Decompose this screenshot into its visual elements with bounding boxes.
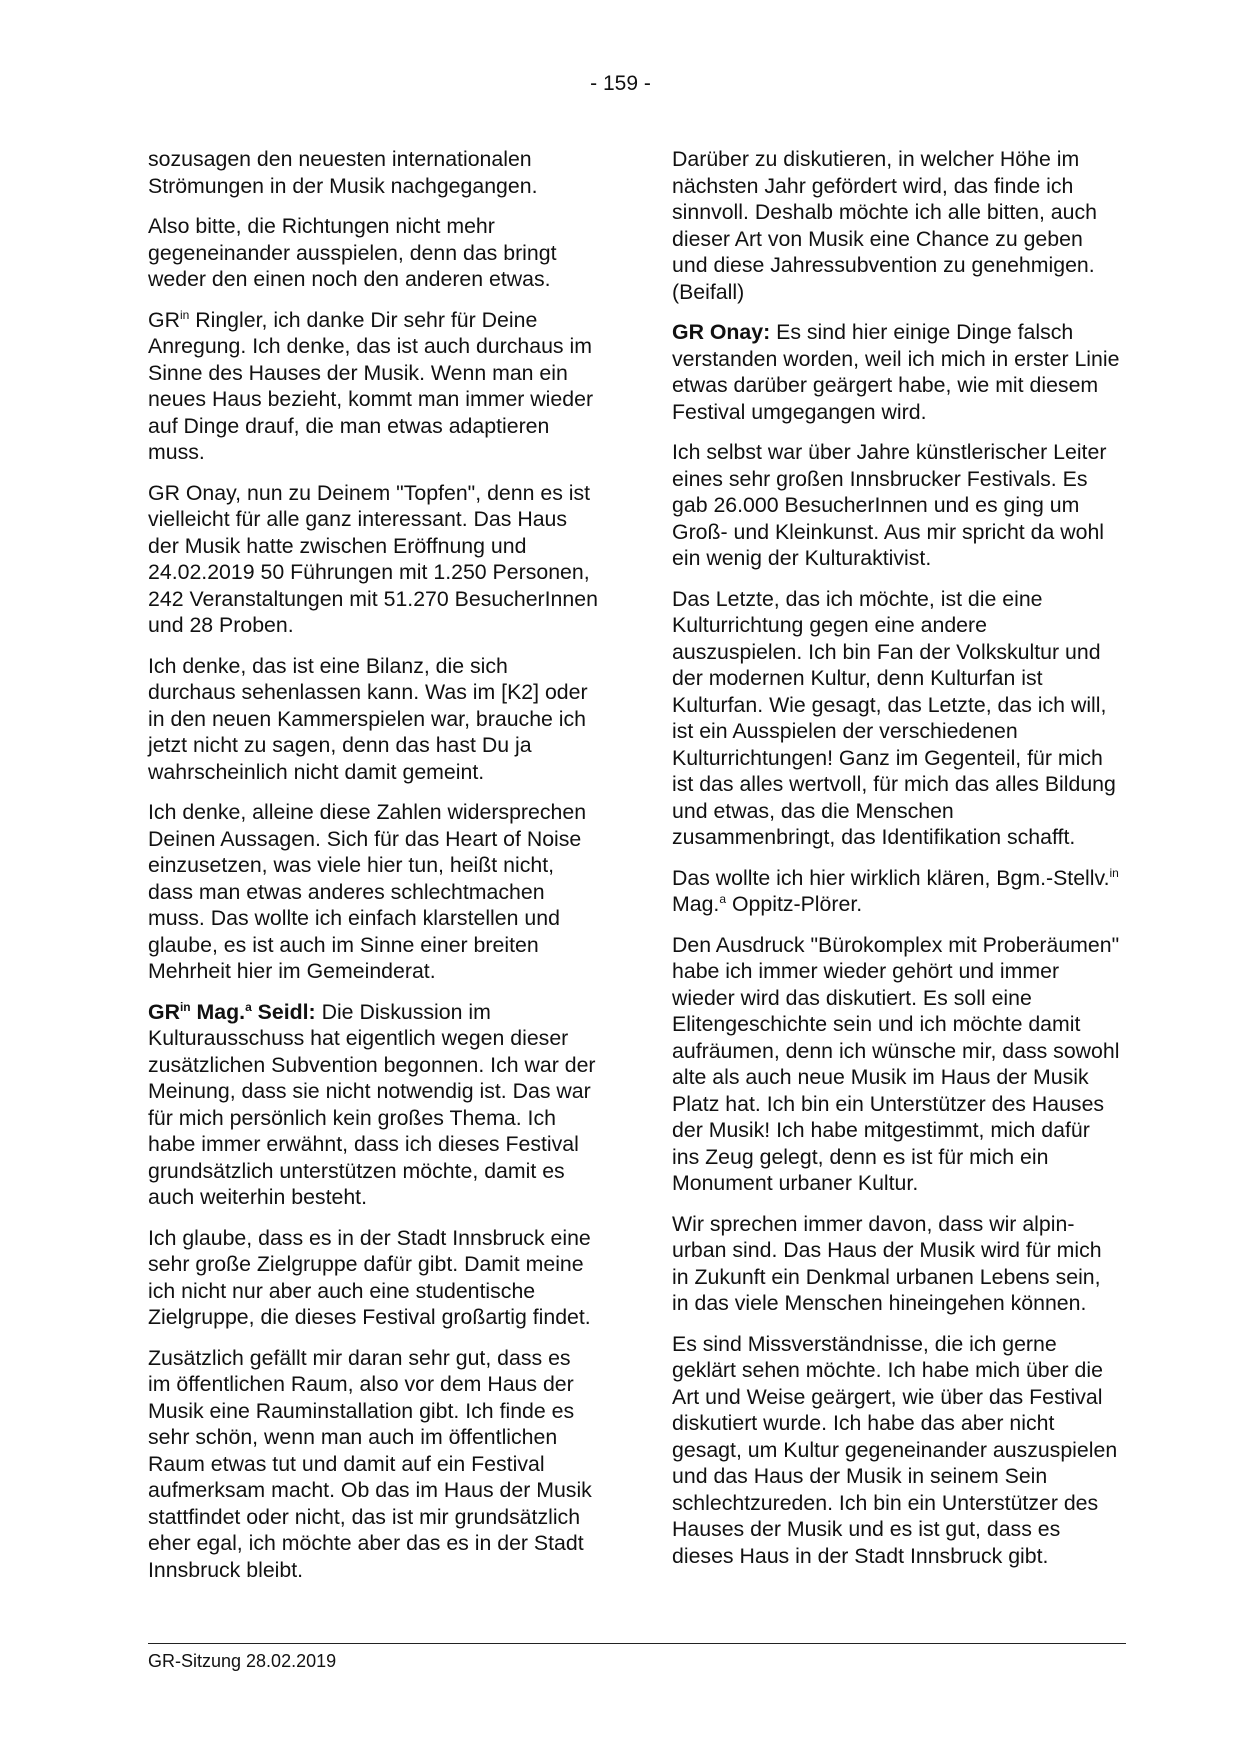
paragraph: Ich selbst war über Jahre künstlerischer Leiter eines sehr großen Innsbrucker Festivals. Es gab 26.000 BesucherInnen und es ging um Groß- und Kleinkunst. Aus mir spricht da wohl ein wenig der Kulturaktivist.: [672, 440, 1107, 570]
text-run: Mag.: [190, 999, 246, 1024]
paragraph: [672, 319, 1122, 425]
paragraph: Wir sprechen immer davon, dass wir alpin-urban sind. Das Haus der Musik wird für mich in Zukunft ein Denkmal urbanen Lebens sein, in das viele Menschen hineingehen können.: [672, 1211, 1102, 1315]
paragraph: Das Letzte, das ich möchte, ist die eine Kulturrichtung gegen eine andere auszuspielen. Ich bin Fan der Volkskultur und der modernen Kultur, denn Kulturfan ist Kulturfan. Wie gesagt, das Letzte, das ich will, ist ein Ausspielen der verschiedenen Kulturrichtungen! Ganz im Gegenteil, für mich ist das alles wertvoll, für mich das alles Bildung und etwas, das die Menschen zusammenbringt, das Identifikation schafft.: [672, 586, 1116, 849]
text-run: Die Diskussion im Kulturausschuss hat eigentlich wegen dieser zusätzlichen Subvention begonnen. Ich war der Meinung, dass sie nicht notwendig ist. Das war für mich persönlich kein großes Thema. Ich habe immer erwähnt, dass ich dieses Festival grundsätzlich unterstützen möchte, damit es auch weiterhin besteht.: [148, 999, 596, 1209]
text-run: GR: [148, 307, 180, 332]
paragraph: [672, 865, 1122, 918]
paragraph: Ich denke, das ist eine Bilanz, die sich durchaus sehenlassen kann. Was im [K2] oder in den neuen Kammerspielen war, brauche ich jetzt nicht zu sagen, denn das hast Du ja wahrscheinlich nicht damit gemeint.: [148, 653, 588, 784]
paragraph: GR Onay, nun zu Deinem "Topfen", denn es ist vielleicht für alle ganz interessant. Das Haus der Musik hatte zwischen Eröffnung und 24.02.2019 50 Führungen mit 1.250 Personen, 242 Veranstaltungen mit 51.270 BesucherInnen und 28 Proben.: [148, 480, 598, 637]
right-column: [672, 146, 1122, 1583]
speaker-name: [148, 1000, 316, 1024]
superscript: a: [245, 999, 252, 1014]
left-column: [148, 146, 598, 1597]
paragraph: Den Ausdruck "Bürokomplex mit Proberäumen" habe ich immer wieder gehört und immer wieder wird das diskutiert. Es soll eine Elitengeschichte sein und ich möchte damit aufräumen, denn ich wünsche mir, dass sowohl alte als auch neue Musik im Haus der Musik Platz hat. Ich bin ein Unterstützer des Hauses der Musik! Ich habe mitgestimmt, mich dafür ins Zeug gelegt, denn es ist für mich ein Monument urbaner Kultur.: [672, 932, 1120, 1195]
superscript: in: [179, 999, 191, 1014]
text-run: Mag.: [672, 892, 720, 916]
text-run: Das wollte ich hier wirklich klären, Bgm.-Stellv.: [672, 865, 1110, 890]
paragraph: Es sind Missverständnisse, die ich gerne geklärt sehen möchte. Ich habe mich über die Art und Weise geärgert, wie über das Festival diskutiert wurde. Ich habe das aber nicht gesagt, um Kultur gegeneinander auszuspielen und das Haus der Musik in seinem Sein schlechtzureden. Ich bin ein Unterstützer des Hauses der Musik und es ist gut, dass es dieses Haus in der Stadt Innsbruck gibt.: [672, 1331, 1118, 1568]
paragraph: [148, 307, 598, 466]
footer-divider: [148, 1643, 1126, 1644]
paragraph: Ich denke, alleine diese Zahlen widersprechen Deinen Aussagen. Sich für das Heart of Noise einzusetzen, was viele hier tun, heißt nicht, dass man etwas anderes schlechtmachen muss. Das wollte ich einfach klarstellen und glaube, es ist auch im Sinne einer breiten Mehrheit hier im Gemeinderat.: [148, 800, 587, 983]
paragraph: Zusätzlich gefällt mir daran sehr gut, dass es im öffentlichen Raum, also vor dem Haus der Musik eine Rauminstallation gibt. Ich finde es sehr schön, wenn man auch im öffentlichen Raum etwas tut und damit auf ein Festival aufmerksam macht. Ob das im Haus der Musik stattfindet oder nicht, das ist mir grundsätzlich eher egal, ich möchte aber das es in der Stadt Innsbruck bleibt.: [148, 1345, 592, 1582]
page-number: - 159 -: [590, 72, 651, 95]
text-run: Oppitz-Plörer.: [726, 892, 863, 916]
text-run: Es sind hier einige Dinge falsch verstanden worden, weil ich mich in erster Linie etwas darüber geärgert habe, wie mit diesem Festival umgegangen wird.: [672, 320, 1120, 424]
text-run: Seidl:: [251, 999, 316, 1024]
text-run: GR: [148, 999, 180, 1024]
superscript: in: [179, 307, 190, 322]
superscript: a: [719, 892, 727, 906]
paragraph: sozusagen den neuesten internationalen Strömungen in der Musik nachgegangen.: [148, 147, 538, 198]
text-run: Ringler, ich danke Dir sehr für Deine Anregung. Ich denke, das ist auch durchaus im Sinne des Hauses der Musik. Wenn man ein neues Haus bezieht, kommt man immer wieder auf Dinge drauf, die man etwas adaptieren muss.: [148, 307, 594, 464]
paragraph: Also bitte, die Richtungen nicht mehr gegeneinander ausspielen, denn das bringt weder den einen noch den anderen etwas.: [148, 214, 557, 291]
paragraph: [148, 999, 598, 1211]
footer-session-label: GR-Sitzung 28.02.2019: [148, 1651, 337, 1671]
paragraph: Ich glaube, dass es in der Stadt Innsbruck eine sehr große Zielgruppe dafür gibt. Damit meine ich nicht nur aber auch eine studentische Zielgruppe, die dieses Festival großartig findet.: [148, 1225, 591, 1329]
superscript: in: [1109, 865, 1119, 880]
paragraph: Darüber zu diskutieren, in welcher Höhe im nächsten Jahr gefördert wird, das finde ich sinnvoll. Deshalb möchte ich alle bitten, auch dieser Art von Musik eine Chance zu geben und diese Jahressubvention zu genehmigen. (Beifall): [672, 147, 1097, 304]
speaker-name: GR Onay:: [672, 320, 771, 344]
